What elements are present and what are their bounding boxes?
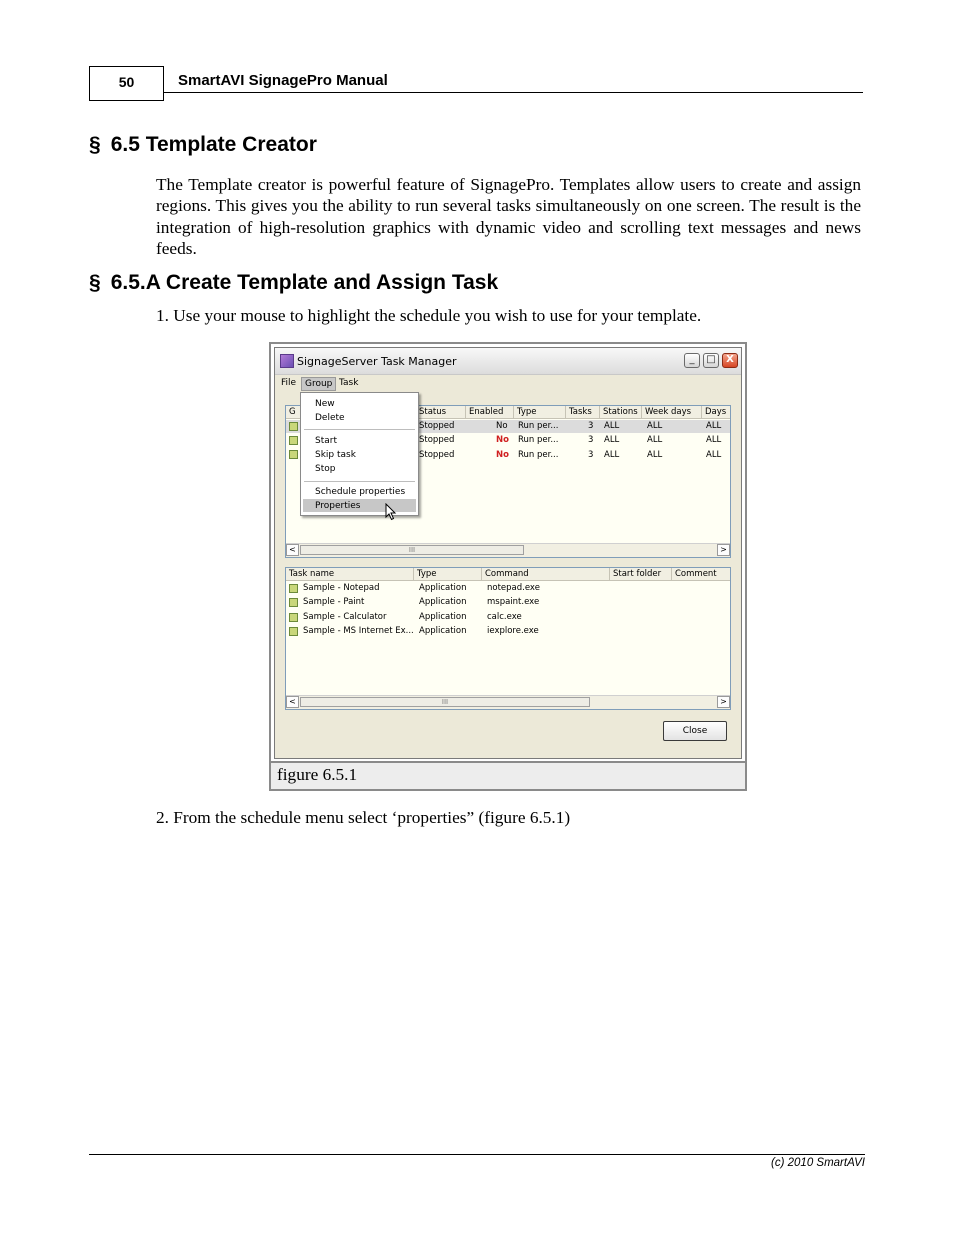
running-header-title: SmartAVI SignagePro Manual: [178, 72, 388, 89]
menu-separator: [304, 429, 415, 430]
menu-item-delete[interactable]: Delete: [315, 413, 345, 423]
close-window-button[interactable]: X: [722, 353, 738, 368]
row-stations[interactable]: ALL: [604, 421, 620, 431]
row-week-days[interactable]: ALL: [647, 435, 663, 445]
section-symbol: §: [89, 271, 101, 294]
schedule-icon: [289, 422, 298, 431]
task-name[interactable]: Sample - Paint: [303, 597, 365, 607]
task-command[interactable]: calc.exe: [487, 612, 522, 622]
task-icon: [289, 613, 298, 622]
footer-copyright: (c) 2010 SmartAVI: [771, 1157, 865, 1169]
task-name[interactable]: Sample - Calculator: [303, 612, 387, 622]
scroll-thumb[interactable]: III: [300, 697, 590, 707]
row-tasks[interactable]: 3: [588, 421, 594, 431]
section-heading-6-5: [89, 133, 317, 157]
menu-file[interactable]: File: [281, 378, 297, 388]
row-type[interactable]: Run per...: [518, 421, 559, 431]
scroll-right-button[interactable]: >: [717, 696, 730, 708]
app-icon: [280, 354, 294, 368]
column-header-group[interactable]: G: [286, 406, 416, 419]
task-icon: [289, 598, 298, 607]
row-enabled[interactable]: No: [496, 435, 509, 445]
menu-item-new[interactable]: New: [315, 399, 335, 409]
column-header-days[interactable]: Days: [702, 406, 731, 419]
row-days[interactable]: ALL: [706, 450, 722, 460]
scroll-thumb[interactable]: III: [300, 545, 524, 555]
header-rule: [164, 92, 863, 93]
column-header-tasks[interactable]: Tasks: [566, 406, 600, 419]
column-header-comment[interactable]: Comment: [672, 568, 731, 581]
row-type[interactable]: Run per...: [518, 450, 559, 460]
row-type[interactable]: Run per...: [518, 435, 559, 445]
schedule-horizontal-scrollbar[interactable]: [286, 543, 730, 557]
maximize-button[interactable]: □: [703, 353, 719, 368]
step-2-text: 2. From the schedule menu select ‘properties” (figure 6.5.1): [156, 808, 571, 827]
column-header-type[interactable]: Type: [414, 568, 482, 581]
column-header-week-days[interactable]: Week days: [642, 406, 702, 419]
row-status[interactable]: Stopped: [419, 450, 455, 460]
row-days[interactable]: ALL: [706, 421, 722, 431]
column-header-enabled[interactable]: Enabled: [466, 406, 514, 419]
page-number: 50: [118, 74, 135, 90]
figure-caption: figure 6.5.1: [271, 761, 745, 789]
group-dropdown-menu: [300, 392, 419, 516]
row-enabled[interactable]: No: [496, 450, 509, 460]
scroll-right-button[interactable]: >: [717, 544, 730, 556]
row-week-days[interactable]: ALL: [647, 421, 663, 431]
row-status[interactable]: Stopped: [419, 421, 455, 431]
row-tasks[interactable]: 3: [588, 450, 594, 460]
task-type[interactable]: Application: [419, 626, 467, 636]
column-header-stations[interactable]: Stations: [600, 406, 642, 419]
task-command[interactable]: mspaint.exe: [487, 597, 540, 607]
task-horizontal-scrollbar[interactable]: [286, 695, 730, 709]
column-header-command[interactable]: Command: [482, 568, 610, 581]
row-days[interactable]: ALL: [706, 435, 722, 445]
menu-item-skip-task[interactable]: Skip task: [315, 450, 356, 460]
column-header-status[interactable]: Status: [416, 406, 466, 419]
footer-rule: [89, 1154, 865, 1155]
page-number-box: [89, 66, 164, 101]
menu-item-start[interactable]: Start: [315, 436, 337, 446]
task-list[interactable]: [285, 567, 731, 710]
row-week-days[interactable]: ALL: [647, 450, 663, 460]
row-stations[interactable]: ALL: [604, 435, 620, 445]
task-icon: [289, 584, 298, 593]
row-status[interactable]: Stopped: [419, 435, 455, 445]
row-stations[interactable]: ALL: [604, 450, 620, 460]
task-name[interactable]: Sample - MS Internet Ex...: [303, 626, 414, 636]
menu-group[interactable]: Group: [301, 377, 336, 391]
task-name[interactable]: Sample - Notepad: [303, 583, 380, 593]
section-heading-text: 6.5 Template Creator: [110, 133, 317, 156]
task-type[interactable]: Application: [419, 597, 467, 607]
menu-item-schedule-properties[interactable]: Schedule properties: [315, 487, 406, 497]
schedule-icon: [289, 436, 298, 445]
schedule-icon: [289, 450, 298, 459]
scroll-left-button[interactable]: <: [286, 544, 299, 556]
step-1-text: 1. Use your mouse to highlight the schedule you wish to use for your template.: [156, 306, 702, 325]
column-header-task-name[interactable]: Task name: [286, 568, 414, 581]
window-title: SignageServer Task Manager: [297, 355, 457, 368]
task-command[interactable]: notepad.exe: [487, 583, 540, 593]
row-tasks[interactable]: 3: [588, 435, 594, 445]
column-header-type[interactable]: Type: [514, 406, 566, 419]
section-body-paragraph: The Template creator is powerful feature of SignagePro. Templates allow users to create and assign regions. This gives you the ability to run several tasks simultaneously on one screen. The result is the integration of high-resolution graphics with dynamic video and scrolling text messages and news feeds.: [156, 175, 861, 258]
window-titlebar[interactable]: [275, 348, 741, 375]
menu-item-properties[interactable]: Properties: [315, 501, 361, 511]
mouse-cursor-icon: [385, 503, 397, 521]
section-heading-text: 6.5.A Create Template and Assign Task: [110, 271, 499, 294]
menu-task[interactable]: Task: [339, 378, 359, 388]
menu-separator: [304, 481, 415, 482]
task-command[interactable]: iexplore.exe: [487, 626, 539, 636]
task-manager-window: [274, 347, 742, 759]
minimize-button[interactable]: _: [684, 353, 700, 368]
row-enabled[interactable]: No: [496, 421, 508, 431]
task-icon: [289, 627, 298, 636]
section-heading-6-5-a: [89, 271, 498, 295]
section-symbol: §: [89, 133, 101, 156]
menu-item-stop[interactable]: Stop: [315, 464, 336, 474]
task-type[interactable]: Application: [419, 612, 467, 622]
close-button[interactable]: Close: [663, 721, 727, 741]
scroll-left-button[interactable]: <: [286, 696, 299, 708]
task-type[interactable]: Application: [419, 583, 467, 593]
column-header-start-folder[interactable]: Start folder: [610, 568, 672, 581]
figure-6-5-1: [269, 342, 747, 791]
